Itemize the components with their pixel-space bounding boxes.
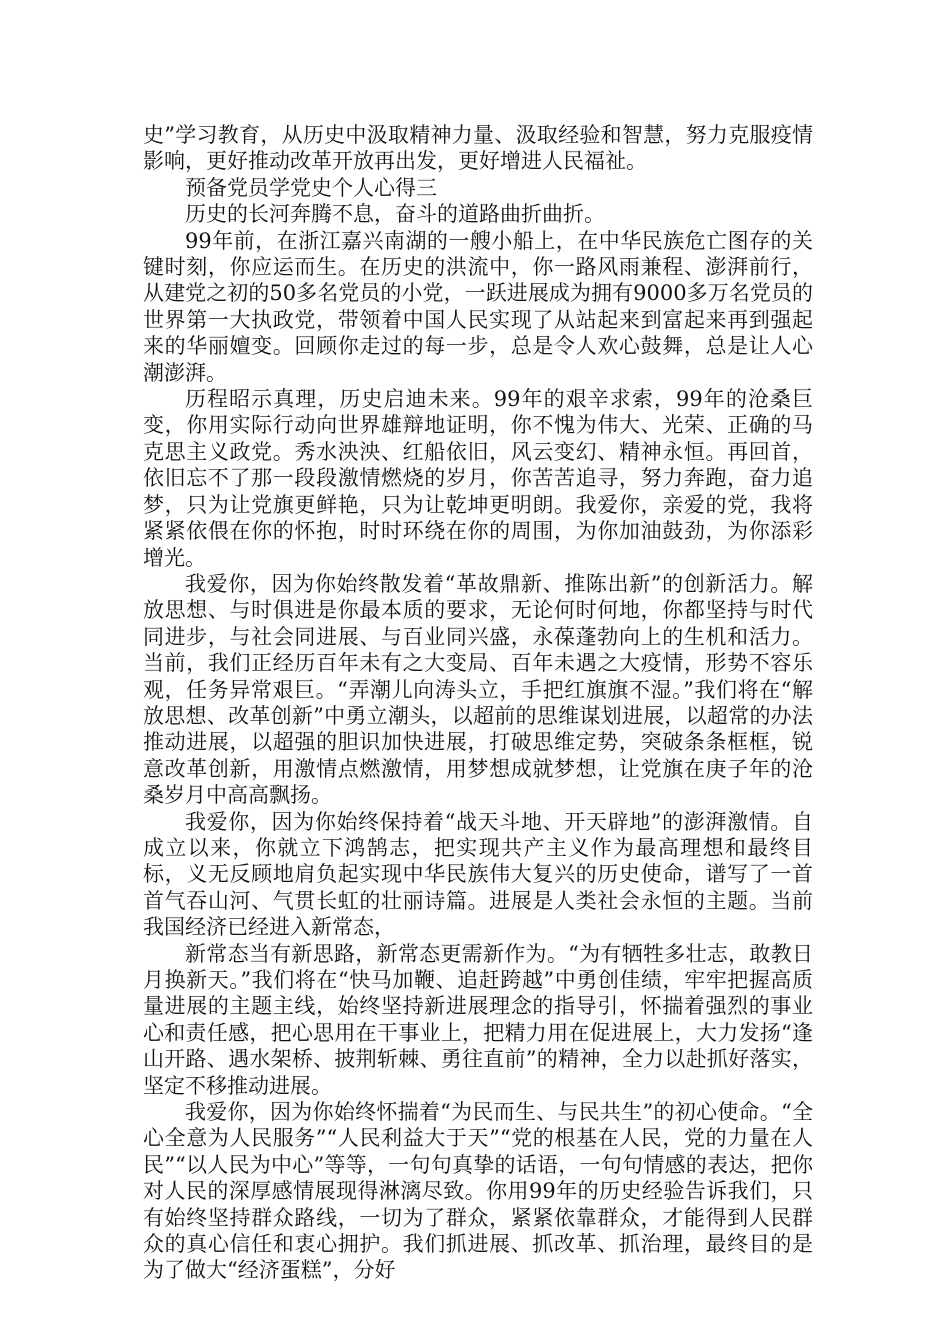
paragraph: 我爱你，因为你始终散发着“革故鼎新、推陈出新”的创新活力。解放思想、与时俱进是你最本质的要求，无论何时何地，你都坚持与时代同进步，与社会同进展、与百业同兴盛，永葆蓬勃向上的生机和活力。当前，我们正经历百年未有之大变局、百年未遇之大疫情，形势不容乐观，任务异常艰巨。“弄潮儿向涛头立，手把红旗旗不湿。”我们将在“解放思想、改革创新”中勇立潮头，以超前的思维谋划进展，以超常的办法推动进展，以超强的胆识加快进展，打破思维定势，突破条条框框，锐意改革创新，用激情点燃激情，用梦想成就梦想，让党旗在庚子年的沧桑岁月中高高飘扬。 <box>143 571 813 808</box>
paragraph: 新常态当有新思路，新常态更需新作为。“为有牺牲多壮志，敢教日月换新天。”我们将在“快马加鞭、追赶跨越”中勇创佳绩，牢牢把握高质量进展的主题主线，始终坚持新进展理念的指导引，怀揣着强烈的事业心和责任感，把心思用在干事业上，把精力用在促进展上，大力发扬“逢山开路、遇水架桥、披荆斩棘、勇往直前”的精神，全力以赴抓好落实，坚定不移推动进展。 <box>143 941 813 1098</box>
paragraph: 历程昭示真理，历史启迪未来。99年的艰辛求索，99年的沧桑巨变，你用实际行动向世界雄辩地证明，你不愧为伟大、光荣、正确的马克思主义政党。秀水泱泱、红船依旧，风云变幻、精神永恒。再回首，依旧忘不了那一段段激情燃烧的岁月，你苦苦追寻，努力奔跑，奋力追梦，只为让党旗更鲜艳，只为让乾坤更明朗。我爱你，亲爱的党，我将紧紧依偎在你的怀抱，时时环绕在你的周围，为你加油鼓劲，为你添彩增光。 <box>143 387 813 570</box>
paragraph-continuation: 史”学习教育，从历史中汲取精神力量、汲取经验和智慧，努力克服疫情影响，更好推动改革开放再出发，更好增进人民福祉。 <box>143 123 813 174</box>
paragraph-heading: 预备党员学党史个人心得三 <box>185 175 437 200</box>
paragraph: 99年前，在浙江嘉兴南湖的一艘小船上，在中华民族危亡图存的关键时刻，你应运而生。在历史的洪流中，你一路风雨兼程、澎湃前行，从建党之初的50多名党员的小党，一跃进展成为拥有9000多万名党员的世界第一大执政党，带领着中国人民实现了从站起来到富起来再到强起来的华丽嬗变。回顾你走过的每一步，总是令人欢心鼓舞，总是让人心潮澎湃。 <box>143 228 813 385</box>
document-body <box>143 122 813 1284</box>
paragraph: 历史的长河奔腾不息，奋斗的道路曲折曲折。 <box>185 202 605 227</box>
paragraph: 我爱你，因为你始终保持着“战天斗地、开天辟地”的澎湃激情。自成立以来，你就立下鸿鹄志，把实现共产主义作为最高理想和最终目标，义无反顾地肩负起实现中华民族伟大复兴的历史使命，谱写了一首首气吞山河、气贯长虹的壮丽诗篇。进展是人类社会永恒的主题。当前我国经济已经进入新常态， <box>143 809 813 940</box>
paragraph: 我爱你，因为你始终怀揣着“为民而生、与民共生”的初心使命。“全心全意为人民服务”“人民利益大于天”“党的根基在人民，党的力量在人民”“以人民为中心”等等，一句句真挚的话语，一句句情感的表达，把你对人民的深厚感情展现得淋漓尽致。你用99年的历史经验告诉我们，只有始终坚持群众路线，一切为了群众，紧紧依靠群众，才能得到人民群众的真心信任和衷心拥护。我们抓进展、抓改革、抓治理，最终目的是为了做大“经济蛋糕”，分好 <box>143 1100 813 1283</box>
